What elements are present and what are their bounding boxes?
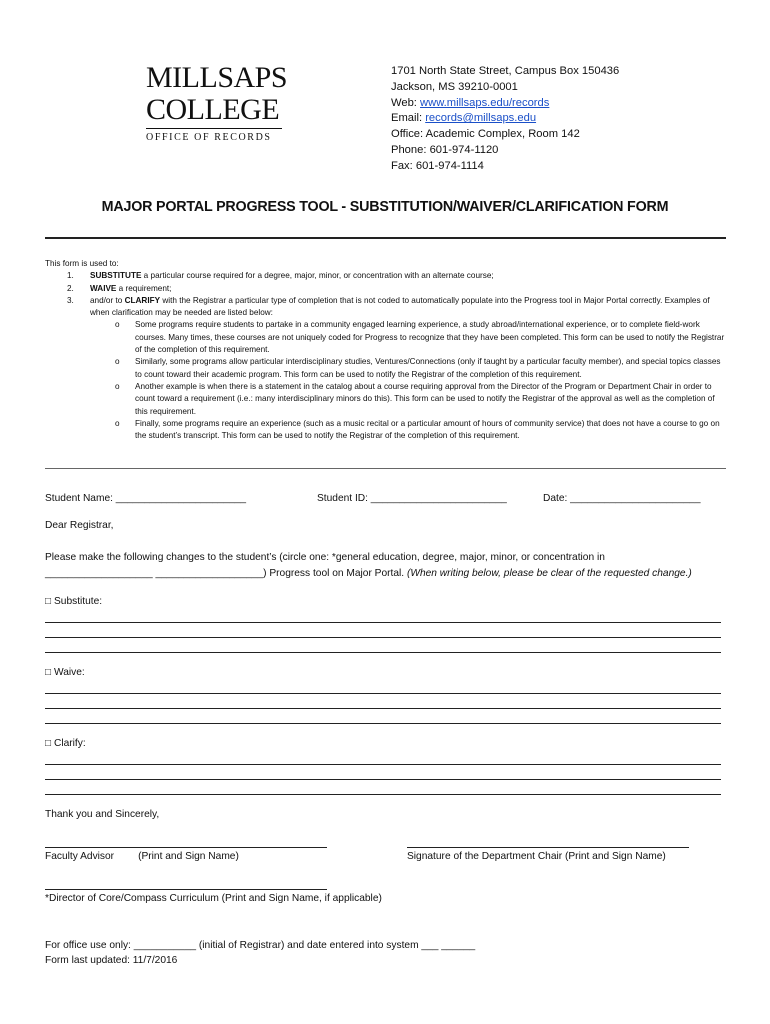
address-phone: Phone: 601-974-1120 [391, 143, 499, 156]
bullet-glyph: o [115, 320, 120, 330]
item-text: a requirement; [116, 283, 172, 293]
address-email [391, 111, 619, 127]
request-instruction: (When writing below, please be clear of the requested change.) [406, 568, 692, 579]
write-line[interactable] [45, 694, 721, 709]
web-link[interactable]: www.millsaps.edu/records [420, 96, 550, 109]
form-updated: Form last updated: 11/7/2016 [45, 955, 178, 966]
write-line[interactable] [45, 780, 721, 795]
intro-divider [45, 468, 726, 469]
millsaps-logo [146, 62, 286, 143]
intro-section [45, 258, 725, 442]
faculty-label: Faculty Advisor [45, 851, 115, 862]
item-number: 3. [67, 295, 74, 305]
request-line-2 [45, 568, 692, 579]
form-title: MAJOR PORTAL PROGRESS TOOL - SUBSTITUTION/WAIVER/CLARIFICATION FORM [101, 199, 669, 215]
intro-bullet [45, 319, 725, 356]
intro-item-1 [45, 270, 725, 282]
student-id-field[interactable]: Student ID: ________________________ [317, 493, 507, 504]
address-fax: Fax: 601-974-1114 [391, 159, 484, 172]
item-number: 1. [67, 271, 74, 281]
director-signature-line[interactable] [45, 889, 327, 890]
item-text: a particular course required for a degree, major, minor, or concentration with an alternate course; [141, 271, 494, 281]
intro-bullet [45, 356, 725, 381]
logo-line-millsaps: MILLSAPS [146, 61, 288, 94]
item-keyword: CLARIFY [124, 295, 161, 305]
clarify-lines[interactable] [45, 750, 721, 795]
email-label: Email: [391, 112, 426, 125]
substitute-lines[interactable] [45, 608, 721, 653]
salutation: Dear Registrar, [45, 520, 114, 531]
faculty-advisor-label [45, 851, 239, 862]
address-office: Office: Academic Complex, Room 142 [391, 128, 580, 141]
address-web [391, 96, 619, 112]
bullet-glyph: o [115, 381, 120, 391]
write-line[interactable] [45, 623, 721, 638]
address-street: 1701 North State Street, Campus Box 150436 [391, 65, 620, 77]
item-text: with the Registrar a particular type of completion that is not coded to automatically populate into the Progress tool in Major Portal correctly. Examples of when clarification may be needed are listed below: [90, 295, 710, 318]
faculty-note: (Print and Sign Name) [138, 851, 239, 862]
write-line[interactable] [45, 638, 721, 653]
office-use-line: For office use only: ___________ (initial of Registrar) and date entered into system ___ ______ [45, 940, 476, 951]
clarify-checkbox[interactable]: □ Clarify: [45, 738, 86, 749]
logo-line-office: OFFICE OF RECORDS [146, 132, 272, 143]
faculty-signature-line[interactable] [45, 847, 327, 848]
address-city: Jackson, MS 39210-0001 [391, 80, 518, 93]
write-line[interactable] [45, 765, 721, 780]
bullet-text: Similarly, some programs allow particular interdisciplinary studies, Ventures/Connections (only if taught by a particular faculty member), and special topics classes to count toward their academic program. This form can be used to notify the Registrar of the completion of this requirement. [135, 357, 721, 379]
item-prefix: and/or to [90, 295, 125, 305]
chair-signature-line[interactable] [407, 847, 689, 848]
program-blank[interactable]: ___________________ ___________________) Progress tool on Major Portal. [45, 568, 407, 579]
request-line-1: Please make the following changes to the student’s (circle one: *general education, degree, major, minor, or concentration in [45, 552, 605, 563]
bullet-text: Another example is when there is a statement in the catalog about a course requiring approval from the Director of the Program or Department Chair in order to count toward a requirement (i.e.: many interdisciplinary minors do this). This form can be used to notify the Registrar of the approval as well as the completion of this requirement. [135, 381, 715, 416]
bullet-text: Finally, some programs require an experience (such as a music recital or a particular amount of hours of community service) that does not have a course to go on the student’s transcript. This form can be used to notify the Registrar of the completion of this requirement. [135, 418, 720, 441]
date-field[interactable]: Date: _______________________ [543, 493, 701, 504]
title-divider [45, 237, 726, 239]
item-keyword: WAIVE [90, 283, 117, 293]
bullet-text: Some programs require students to partake in a community engaged learning experience, a study abroad/international experience, or to complete field-work courses. Many times, these courses are not uniquely coded for Progress to recognize that they have been completed. This form can be used to notify the Registrar of the completion of this requirement. [135, 320, 725, 355]
write-line[interactable] [45, 608, 721, 623]
write-line[interactable] [45, 709, 721, 724]
item-number: 2. [67, 283, 74, 293]
intro-item-3 [45, 295, 725, 320]
contact-block [391, 64, 619, 175]
director-label: *Director of Core/Compass Curriculum (Print and Sign Name, if applicable) [45, 893, 382, 904]
student-name-field[interactable]: Student Name: _______________________ [45, 493, 247, 504]
logo-line-college: COLLEGE [146, 93, 280, 126]
logo-rule [146, 128, 282, 129]
intro-bullet [45, 381, 725, 418]
write-line[interactable] [45, 679, 721, 694]
email-link[interactable]: records@millsaps.edu [425, 112, 537, 125]
write-line[interactable] [45, 750, 721, 765]
web-label: Web: [391, 96, 421, 109]
intro-bullet [45, 418, 725, 443]
bullet-glyph: o [115, 418, 120, 428]
intro-lead: This form is used to: [45, 259, 119, 268]
item-keyword: SUBSTITUTE [90, 271, 142, 281]
bullet-glyph: o [115, 357, 120, 367]
chair-label: Signature of the Department Chair (Print and Sign Name) [407, 851, 666, 862]
waive-lines[interactable] [45, 679, 721, 724]
intro-item-2 [45, 283, 725, 295]
closing: Thank you and Sincerely, [45, 809, 160, 820]
waive-checkbox[interactable]: □ Waive: [45, 667, 85, 678]
substitute-checkbox[interactable]: □ Substitute: [45, 596, 103, 607]
